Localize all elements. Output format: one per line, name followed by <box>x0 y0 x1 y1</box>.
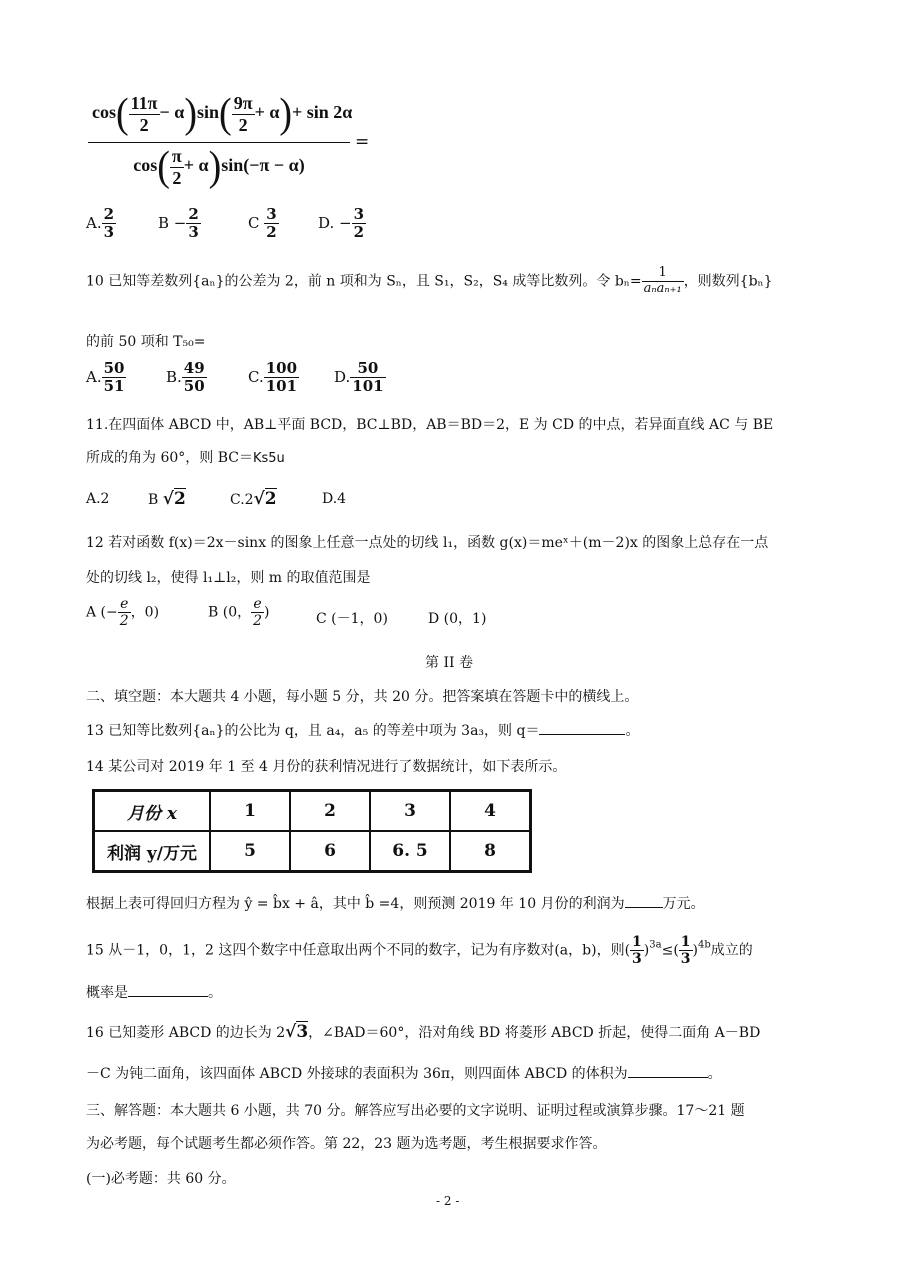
q12-line2: 处的切线 l₂，使得 l₁⊥l₂，则 m 的取值范围是 <box>86 570 371 586</box>
q9-num-frac1-den: 2 <box>139 114 149 135</box>
q11-option-a: A.2 <box>86 491 110 507</box>
q9-den-cos: cos <box>133 155 158 176</box>
q10-option-c-num: 100 <box>265 359 298 377</box>
page-number: - 2 - <box>436 1194 460 1208</box>
q10-option-b <box>166 360 207 396</box>
q9-option-c-den: 2 <box>266 223 277 242</box>
q9-num-plus-alpha: + α <box>254 102 280 123</box>
q15-line1-tail: 成立的 <box>710 942 753 959</box>
q12-option-a-pre: A (− <box>86 604 118 621</box>
q10-option-b-num: 49 <box>183 359 205 377</box>
q13-answer-blank[interactable] <box>539 720 625 735</box>
q9-den-sin: sin <box>221 155 244 176</box>
q13-text: 13 已知等比数列{aₙ}的公比为 q，且 a₄，a₅ 的等差中项为 3a₃，则 q＝ <box>86 723 540 739</box>
q16-line1-text: 16 已知菱形 ABCD 的边长为 2 <box>86 1025 286 1041</box>
q9-option-c-label: C <box>248 213 260 232</box>
q15-line2-text: 概率是 <box>86 985 128 1001</box>
q9-expression <box>88 92 356 189</box>
q10-option-d-label: D. <box>334 367 351 386</box>
q10-frac-den: aₙaₙ₊₁ <box>643 280 682 296</box>
q9-option-a-den: 3 <box>103 223 115 242</box>
table-cell: 1 <box>210 791 290 832</box>
q12-option-b-pre: B (0， <box>208 604 252 621</box>
q9-option-b-num: 2 <box>188 205 199 223</box>
solve-heading-line1: 三、解答题：本大题共 6 小题，共 70 分。解答应写出必要的文字说明、证明过程或演算步骤。17～21 题 <box>86 1103 745 1119</box>
q10-option-b-den: 50 <box>183 377 205 396</box>
q9-option-a-num: 2 <box>103 205 115 223</box>
q9-option-b-den: 3 <box>188 223 199 242</box>
q10-option-a-den: 51 <box>103 377 125 396</box>
q13-line <box>86 720 639 740</box>
q10-line1-text: 10 已知等差数列{aₙ}的公差为 2，前 n 项和为 Sₙ，且 S₁，S₂，S₄ 成等比数列。令 bₙ= <box>86 273 642 290</box>
sqrt-icon: √ <box>285 1022 297 1042</box>
q11-watermark: Ks5u <box>252 451 285 466</box>
q12-option-b-post: ) <box>264 604 270 621</box>
q15-answer-blank[interactable] <box>128 982 208 997</box>
q9-numerator: cos( $\frac{11\pi}{2}$ − α)sin( $\frac{9\pi}{2}$ + α)+ sin 2α <box>92 90 353 138</box>
q14-after-tail: 万元。 <box>662 896 705 912</box>
q10-line1 <box>86 266 773 297</box>
table-cell: 2 <box>290 791 370 832</box>
q11-option-d: D.4 <box>322 491 347 507</box>
solve-heading-line2: 为必考题，每个试题考生都必须作答。第 22，23 题为选考题，考生根据要求作答。 <box>86 1136 607 1152</box>
q9-num-frac2-den: 2 <box>238 114 248 135</box>
q9-num-tail: + sin 2α <box>292 102 353 123</box>
q9-option-d-num: 3 <box>353 205 365 223</box>
q9-equals: = <box>355 132 370 152</box>
q9-option-d-den: 2 <box>353 223 365 242</box>
q11-option-c <box>230 489 277 509</box>
q10-option-a-label: A. <box>86 367 102 386</box>
q11-option-c-label: C.2 <box>230 492 254 508</box>
q15-exp1: 3a <box>649 939 662 951</box>
q10-option-a <box>86 360 126 396</box>
q10-frac-num: 1 <box>642 266 684 282</box>
q11-option-b <box>148 489 186 509</box>
q15-exp2: 4b <box>698 939 711 951</box>
q12-option-b <box>208 596 270 629</box>
q14-answer-blank[interactable] <box>625 893 663 908</box>
q15-line1: 15 从－1，0，1，2 这四个数字中任意取出两个不同的数字，记为有序数对(a，b)，则( $\frac{1}{3}$ )$^{3a}$≤( $\frac{1}{3}$ )$^{4b}$成立的 <box>86 934 753 968</box>
q12-option-c: C (－1，0) <box>316 611 388 627</box>
section-title: 第 II 卷 <box>425 655 473 671</box>
q11-option-b-radicand: 2 <box>173 489 186 509</box>
q14-after-text: 根据上表可得回归方程为 ŷ = b̂x + â，其中 b̂ =4，则预测 2019 年 10 月份的利润为 <box>86 896 625 912</box>
q12-option-a-num: e <box>118 596 131 613</box>
table-row <box>94 831 531 872</box>
q10-line1-tail: ，则数列{bₙ} <box>683 273 773 290</box>
q9-denominator: cos( $\frac{\pi}{2}$ + α)sin(−π − α) <box>133 143 305 191</box>
q11-line1: 11.在四面体 ABCD 中，AB⊥平面 BCD，BC⊥BD，AB＝BD＝2，E 为 CD 的中点，若异面直线 AC 与 BE <box>86 417 774 433</box>
q10-line2: 的前 50 项和 T₅₀= <box>86 334 206 350</box>
q11-option-b-label: B <box>148 492 159 508</box>
q16-line2 <box>86 1063 722 1083</box>
q9-den-frac-num: π <box>171 145 182 166</box>
q11-line2 <box>86 447 285 467</box>
q12-option-a-den: 2 <box>119 613 129 630</box>
q14-after <box>86 893 705 913</box>
q13-tail: 。 <box>625 723 640 739</box>
q9-den-tail: (−π − α) <box>243 155 305 176</box>
q11-option-c-radicand: 2 <box>264 489 277 509</box>
q16-line2-text: －C 为钝二面角，该四面体 ABCD 外接球的表面积为 36π，则四面体 ABCD 的体积为 <box>86 1066 628 1082</box>
q9-option-d-label: D. − <box>318 213 352 232</box>
sqrt-icon: √ <box>253 489 265 509</box>
q14-intro: 14 某公司对 2019 年 1 至 4 月份的获利情况进行了数据统计，如下表所示。 <box>86 759 567 775</box>
q9-option-b-label: B − <box>158 213 187 232</box>
q12-option-d: D (0，1) <box>428 611 487 627</box>
q15-base1-num: 1 <box>632 934 642 950</box>
table-cell: 6 <box>290 831 370 872</box>
q12-option-b-den: 2 <box>253 613 263 630</box>
fill-heading: 二、填空题：本大题共 4 小题，每小题 5 分，共 20 分。把答案填在答题卡中的横线上。 <box>86 689 639 705</box>
table-row <box>94 791 531 832</box>
q9-num-cos: cos <box>92 102 116 123</box>
q15-line1-text: 15 从－1，0，1，2 这四个数字中任意取出两个不同的数字，记为有序数对(a，b)，则( <box>86 942 631 959</box>
q15-base1-den: 3 <box>632 951 642 968</box>
table-cell: 6. 5 <box>370 831 450 872</box>
q9-den-frac-den: 2 <box>172 167 182 188</box>
q9-num-minus-alpha: − α <box>159 102 185 123</box>
table-header-profit: 利润 y/万元 <box>94 831 211 872</box>
required-heading: (一)必考题：共 60 分。 <box>86 1171 236 1187</box>
q15-line2 <box>86 982 222 1002</box>
q12-option-a <box>86 596 159 629</box>
table-cell: 8 <box>450 831 531 872</box>
q9-num-sin: sin <box>197 102 220 123</box>
q15-base2-num: 1 <box>680 934 691 950</box>
q10-option-c-label: C. <box>248 367 264 386</box>
q16-radicand: 3 <box>296 1022 309 1042</box>
q16-line2-tail: 。 <box>707 1066 722 1082</box>
sqrt-icon: √ <box>162 489 174 509</box>
q9-option-a-label: A. <box>86 213 102 232</box>
q9-option-c-num: 3 <box>266 205 277 223</box>
q10-option-a-num: 50 <box>103 359 125 377</box>
q11-line2-text: 所成的角为 60°，则 BC＝ <box>86 450 253 466</box>
table-header-month: 月份 x <box>94 791 211 832</box>
q10-option-b-label: B. <box>166 367 182 386</box>
q15-line2-tail: 。 <box>208 985 222 1001</box>
q16-answer-blank[interactable] <box>628 1063 708 1078</box>
q10-option-d <box>334 360 386 396</box>
q9-option-c <box>248 206 279 242</box>
q12-option-b-num: e <box>251 596 264 613</box>
q10-option-c-den: 101 <box>265 377 298 396</box>
q9-den-plus-alpha: + α <box>183 155 209 176</box>
q9-num-frac2-num: 9π <box>233 92 253 113</box>
q10-option-d-den: 101 <box>352 377 384 396</box>
q10-option-c <box>248 360 299 396</box>
q9-option-d <box>318 206 366 242</box>
q15-base2-den: 3 <box>680 951 691 968</box>
q16-line1-post: ，∠BAD＝60°，沿对角线 BD 将菱形 ABCD 折起，使得二面角 A－BD <box>308 1025 761 1041</box>
table-cell: 3 <box>370 791 450 832</box>
q12-line1: 12 若对函数 f(x)＝2x－sinx 的图象上任意一点处的切线 l₁，函数 g(x)＝meˣ＋(m－2)x 的图象上总存在一点 <box>86 535 769 551</box>
table-cell: 4 <box>450 791 531 832</box>
q14-data-table <box>92 789 532 873</box>
table-cell: 5 <box>210 831 290 872</box>
q16-line1 <box>86 1022 760 1042</box>
q12-option-a-post: ，0) <box>130 604 160 621</box>
q10-option-d-num: 50 <box>350 360 385 378</box>
q9-option-b <box>158 206 201 242</box>
q9-num-frac1-num: 11π <box>130 92 158 113</box>
q9-option-a <box>86 206 116 242</box>
